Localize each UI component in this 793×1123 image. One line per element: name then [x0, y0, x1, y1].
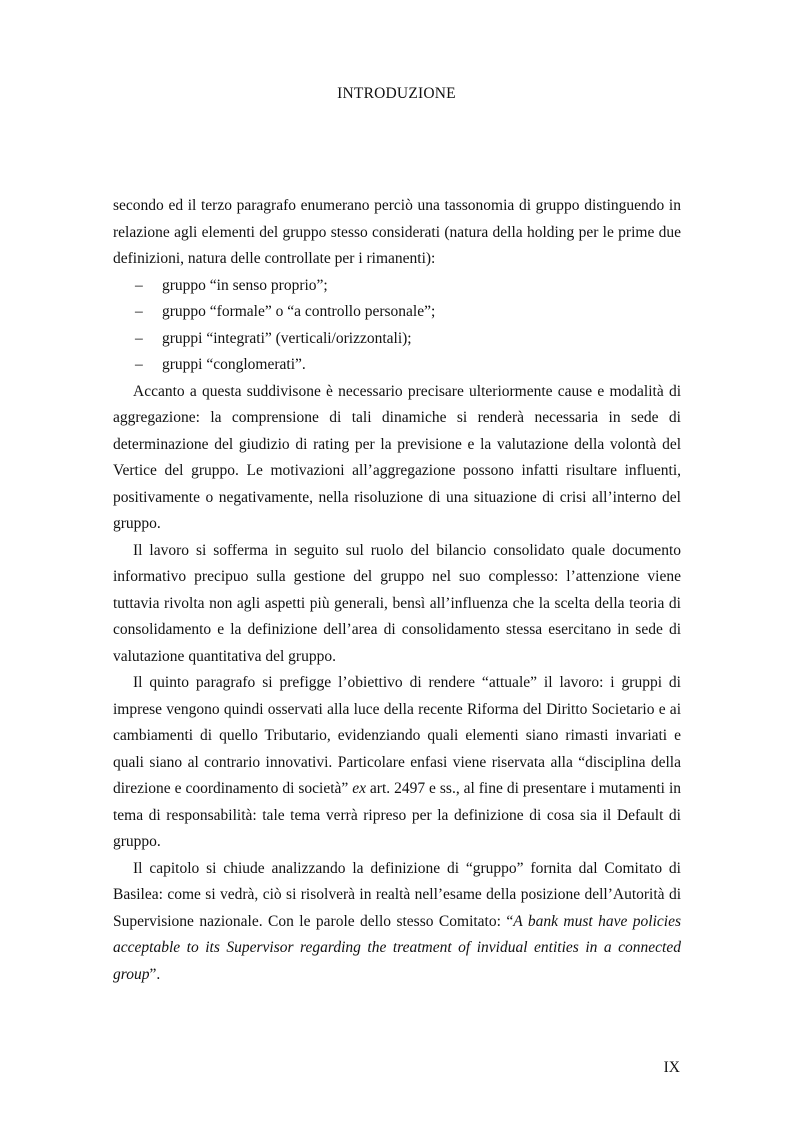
dash-bullet: –	[135, 329, 143, 347]
page-number: IX	[663, 1059, 680, 1076]
list-item	[135, 352, 681, 379]
list-item	[135, 273, 681, 300]
paragraph-text: Il quinto paragrafo si prefigge l’obiettivo di rendere “attuale” il lavoro: i gruppi di imprese vengono quindi osservati alla luce della recente Riforma del Diritto Societario e ai cambiamenti di quello Tributario, evidenziando quali elementi siano rimasti invariati e quali siano al contrario innovativi. Particolare enfasi viene riservata alla “disciplina della direzione e coordinamento di società”	[113, 674, 681, 797]
list-item-text: gruppo “in senso proprio”;	[162, 276, 328, 294]
dash-bullet: –	[135, 303, 143, 320]
list-item	[135, 326, 681, 353]
list-item	[135, 299, 681, 326]
paragraph-riforma	[113, 670, 681, 856]
list-item-text: gruppi “conglomerati”.	[162, 356, 306, 373]
paragraph-text: ”.	[149, 965, 161, 983]
dash-bullet: –	[135, 356, 143, 373]
dash-bullet: –	[135, 276, 143, 294]
italic-text: ex	[352, 780, 366, 797]
intro-paragraph: secondo ed il terzo paragrafo enumerano perciò una tassonomia di gruppo distinguendo in relazione agli elementi del gruppo stesso considerati (natura della holding per le prime due definizioni, natura delle controllate per i rimanenti):	[113, 197, 681, 267]
group-type-list	[113, 273, 681, 379]
paragraph-bilancio-consolidato: Il lavoro si sofferma in seguito sul ruolo del bilancio consolidato quale documento informativo precipuo sulla gestione del gruppo nel suo complesso: l’attenzione viene tuttavia rivolta non agli aspetti più generali, bensì all’influenza che la scelta della teoria di consolidamento e la definizione dell’area di consolidamento stessa esercitano in sede di valutazione quantitativa del gruppo.	[113, 541, 681, 665]
body-text	[113, 193, 681, 988]
list-item-text: gruppo “formale” o “a controllo personale”;	[162, 303, 436, 320]
paragraph-aggregazione: Accanto a questa suddivisone è necessario precisare ulteriormente cause e modalità di aggregazione: la comprensione di tali dinamiche si renderà necessaria in sede di determinazione del giudizio di rating per la previsione e la valutazione della volontà del Vertice del gruppo. Le motivazioni all’aggregazione possono infatti risultare influenti, positivamente o negativamente, nella risoluzione di una situazione di crisi all’interno del gruppo.	[113, 382, 681, 532]
list-item-text: gruppi “integrati” (verticali/orizzontali);	[162, 329, 412, 347]
paragraph-text: art. 2497 e ss., al fine di presentare i mutamenti in tema di responsabilità: tale tema verrà ripreso per la definizione di cosa sia il Default di gruppo.	[113, 780, 681, 850]
paragraph-text: Il capitolo si chiude analizzando la definizione di “gruppo” fornita dal Comitato di Basilea: come si vedrà, ciò si risolverà in realtà nell’esame della posizione dell’Autorità di Supervisione nazionale. Con le parole dello stesso Comitato: “	[113, 859, 681, 930]
paragraph-basilea	[113, 856, 681, 989]
page-header: INTRODUZIONE	[337, 85, 456, 102]
italic-quote: A bank must have policies acceptable to its Supervisor regarding the treatment of invidual entities in a connected group	[113, 912, 681, 983]
